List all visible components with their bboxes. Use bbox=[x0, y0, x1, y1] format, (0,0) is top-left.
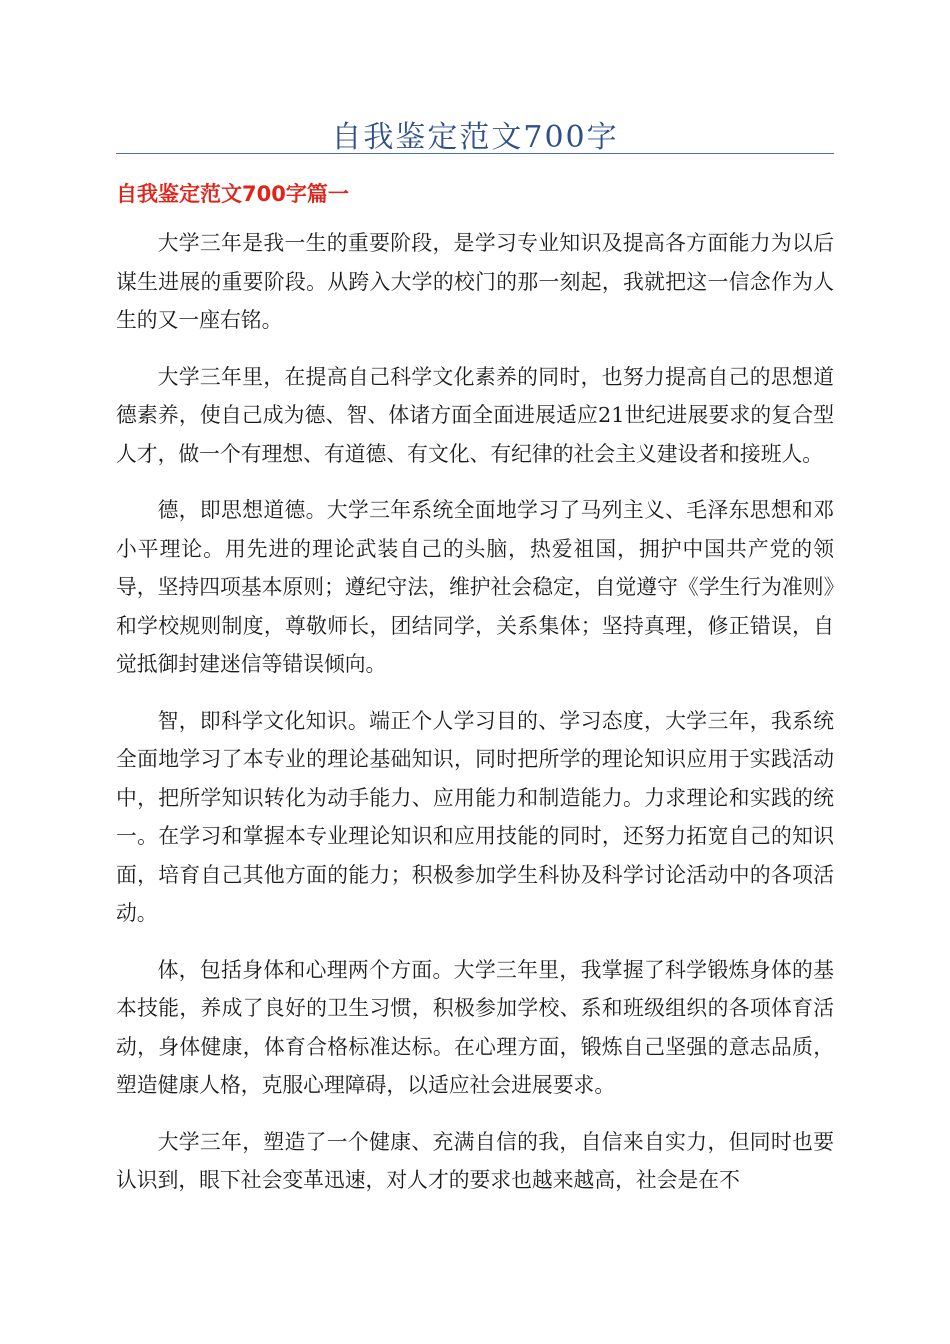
paragraph: 体，包括身体和心理两个方面。大学三年里，我掌握了科学锻炼身体的基本技能，养成了良好的卫生习惯，积极参加学校、系和班级组织的各项体育活动，身体健康，体育合格标准达标。在心理方面，锻炼自己坚强的意志品质，塑造健康人格，克服心理障碍，以适应社会进展要求。 bbox=[116, 957, 834, 1097]
paragraph: 大学三年，塑造了一个健康、充满自信的我，自信来自实力，但同时也要认识到，眼下社会变革迅速，对人才的要求也越来越高，社会是在不 bbox=[116, 1129, 834, 1192]
body-text bbox=[116, 224, 834, 1218]
document-title: 自我鉴定范文700字 bbox=[331, 120, 619, 155]
paragraph: 智，即科学文化知识。端正个人学习目的、学习态度，大学三年，我系统全面地学习了本专业的理论基础知识，同时把所学的理论知识应用于实践活动中，把所学知识转化为动手能力、应用能力和制造能力。力求理论和实践的统一。在学习和掌握本专业理论知识和应用技能的同时，还努力拓宽自己的知识面，培育自己其他方面的能力；积极参加学生科协及科学讨论活动中的各项活动。 bbox=[116, 708, 834, 925]
paragraph: 德，即思想道德。大学三年系统全面地学习了马列主义、毛泽东思想和邓小平理论。用先进的理论武装自己的头脑，热爱祖国，拥护中国共产党的领导，坚持四项基本原则；遵纪守法，维护社会稳定，自觉遵守《学生行为准则》和学校规则制度，尊敬师长，团结同学，关系集体；坚持真理，修正错误，自觉抵御封建迷信等错误倾向。 bbox=[116, 498, 834, 676]
title-divider bbox=[116, 153, 834, 154]
paragraph: 大学三年是我一生的重要阶段，是学习专业知识及提高各方面能力为以后谋生进展的重要阶段。从跨入大学的校门的那一刻起，我就把这一信念作为人生的又一座右铭。 bbox=[116, 231, 834, 332]
section-heading: 自我鉴定范文700字篇一 bbox=[116, 182, 349, 206]
paragraph: 大学三年里，在提高自己科学文化素养的同时，也努力提高自己的思想道德素养，使自己成为德、智、体诸方面全面进展适应21世纪进展要求的复合型人才，做一个有理想、有道德、有文化、有纪律的社会主义建设者和接班人。 bbox=[116, 364, 834, 466]
